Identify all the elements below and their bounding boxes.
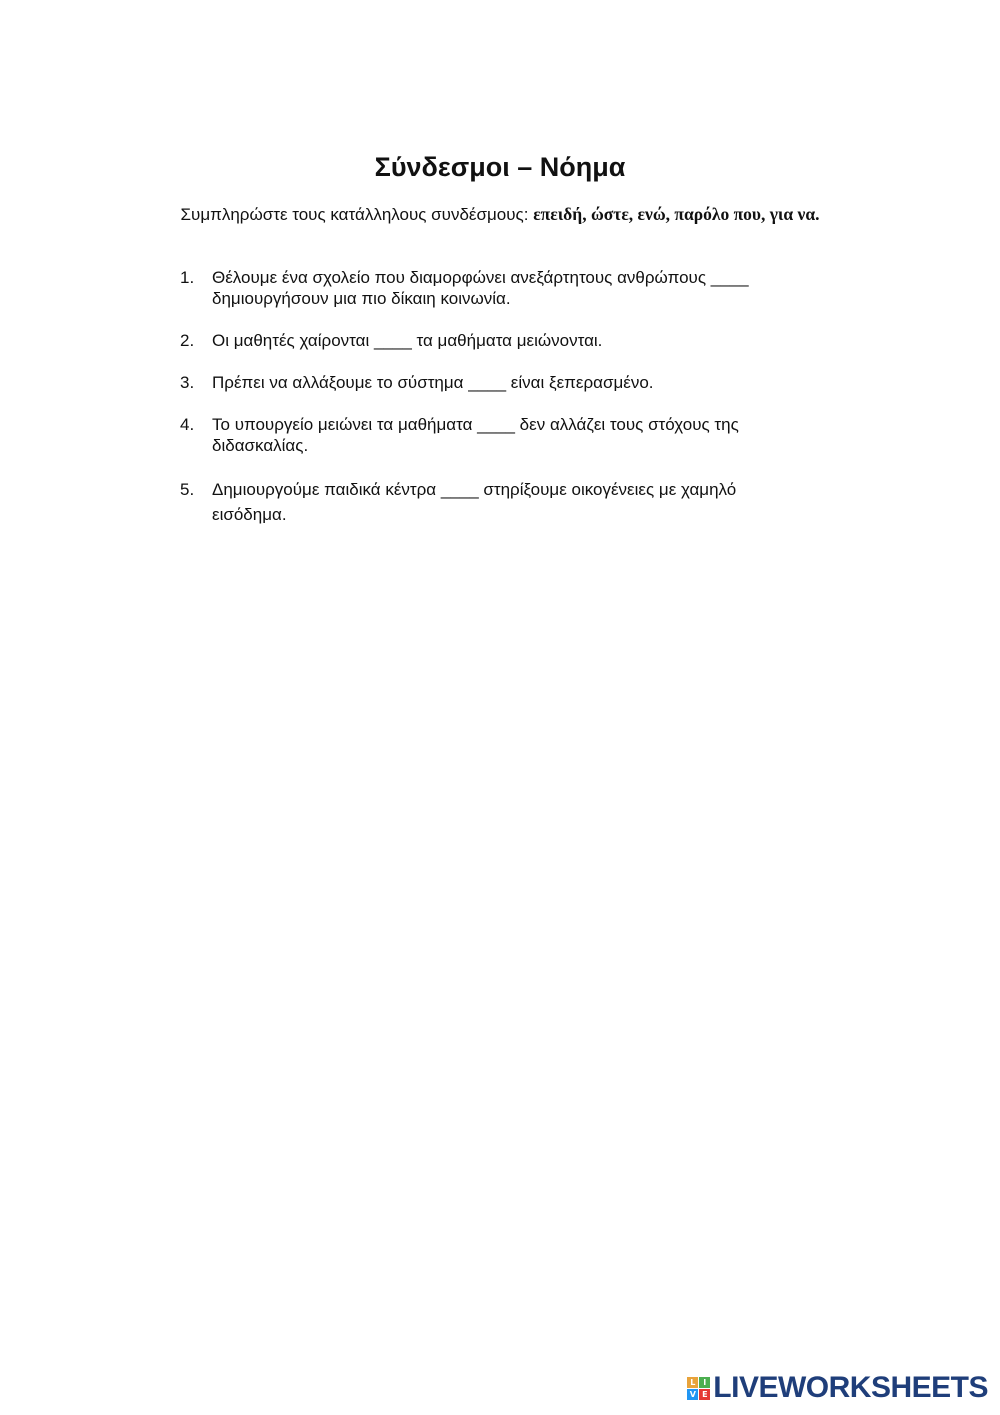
connectives-list: επειδή, ώστε, ενώ, παρόλο που, για να. [533, 204, 820, 224]
exercise-item-4 [180, 414, 800, 456]
liveworksheets-brand[interactable] [687, 1371, 988, 1405]
logo-cell: E [699, 1389, 710, 1400]
exercise-number: 4. [180, 415, 195, 434]
exercise-text: Πρέπει να αλλάξουμε το σύστημα ____ είναι ξεπερασμένο. [212, 373, 654, 392]
logo-cell: I [699, 1377, 710, 1388]
liveworksheets-logo-icon [687, 1377, 710, 1400]
exercise-text: Το υπουργείο μειώνει τα μαθήματα ____ δεν αλλάζει τους στόχους της διδασκαλίας. [212, 415, 739, 455]
exercise-number: 3. [180, 373, 195, 392]
exercise-text: Θέλουμε ένα σχολείο που διαμορφώνει ανεξάρτητους ανθρώπους ____ δημιουργήσουν μια πιο δίκαιη κοινωνία. [212, 268, 749, 308]
exercise-number: 2. [180, 331, 195, 350]
logo-cell: V [687, 1389, 698, 1400]
exercise-number: 1. [180, 268, 195, 287]
liveworksheets-wordmark: LIVEWORKSHEETS [713, 1371, 988, 1404]
exercise-item-5 [180, 477, 800, 527]
exercise-text: Οι μαθητές χαίρονται ____ τα μαθήματα μειώνονται. [212, 331, 603, 350]
page-title: Σύνδεσμοι – Νόημα [374, 152, 626, 182]
exercise-list [180, 267, 800, 548]
exercise-item-1 [180, 267, 800, 309]
exercise-item-3 [180, 372, 800, 393]
instructions-text: Συμπληρώστε τους κατάλληλους συνδέσμους: [180, 205, 534, 224]
exercise-number: 5. [180, 480, 195, 499]
exercise-text: Δημιουργούμε παιδικά κέντρα ____ στηρίξουμε οικογένειες με χαμηλό εισόδημα. [212, 480, 737, 524]
exercise-item-2 [180, 330, 800, 351]
logo-cell: L [687, 1377, 698, 1388]
instructions [160, 203, 840, 226]
